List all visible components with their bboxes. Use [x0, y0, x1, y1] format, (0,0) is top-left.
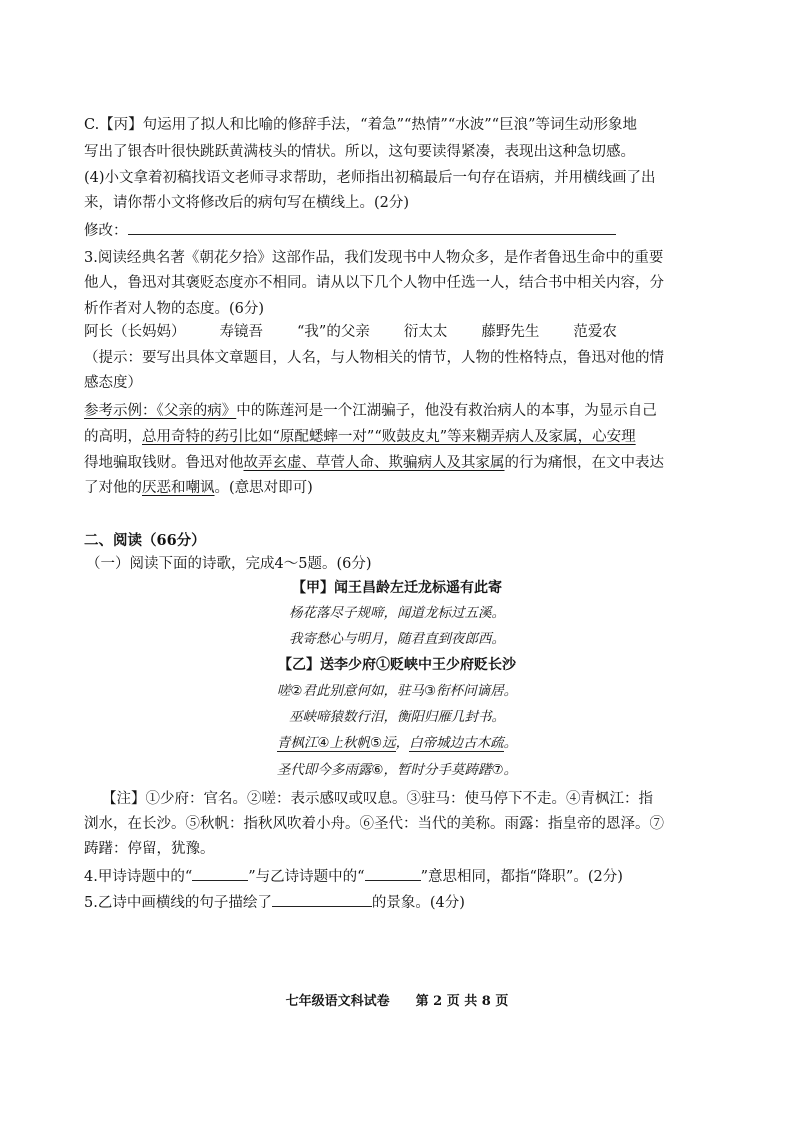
q5-text: 的景象。(4分) [371, 895, 465, 911]
example-text: 中的陈莲河是一个江湖骗子，他没有救治病人的本事，为显示自己 [236, 403, 657, 419]
notes-line1: 【注】①少府：官名。②嗟：表示感叹或叹息。③驻马：使马停下不走。④青枫江：指 [102, 791, 653, 807]
poem-2-line4: 圣代即今多雨露⑥，暂时分手莫踌躇⑦。 [276, 762, 518, 778]
question-4-poem [84, 866, 623, 886]
underlined-verse-1: 青枫江④上秋帆⑤远 [276, 735, 396, 751]
poem-1-line2: 我寄愁心与明月，随君直到夜郎西。 [289, 631, 505, 647]
poem-2-line2: 巫峡啼猿数行泪，衡阳归雁几封书。 [289, 709, 505, 725]
example-line2 [84, 428, 636, 446]
notes-line2: 浏水，在长沙。⑤秋帆：指秋风吹着小舟。⑥圣代：当代的美称。雨露：指皇帝的恩泽。⑦ [84, 816, 664, 832]
question-4-line2: 来，请你帮小文将修改后的病句写在横线上。(2分) [84, 195, 410, 211]
underlined-verse-2: 白帝城边古木疏 [409, 735, 504, 751]
example-label: 参考示例：《父亲的病》 [84, 403, 237, 419]
q5-answer-blank[interactable] [272, 892, 372, 907]
example-underlined: 厌恶和嘲讽 [142, 480, 215, 496]
example-line3 [84, 454, 664, 472]
example-text: 的高明， [84, 429, 142, 445]
question-3-line1: 3.阅读经典名著《朝花夕拾》这部作品，我们发现书中人物众多，是作者鲁迅生命中的重要 [84, 250, 664, 266]
character-options [84, 323, 617, 341]
question-3-line3: 析作者对人物的态度。(6分) [84, 301, 265, 317]
example-text: 。(意思对即可) [214, 480, 313, 496]
option-fujino: 藤野先生 [481, 324, 540, 340]
option-c-line1: C.【丙】句运用了拟人和比喻的修辞手法，“着急”“热情”“水波”“巨浪”等词生动形象地 [84, 117, 637, 133]
option-a-chang: 阿长（长妈妈） [84, 324, 186, 340]
q4-answer-blank-1[interactable] [192, 866, 248, 881]
revision-row [84, 220, 616, 240]
q4-answer-blank-2[interactable] [365, 866, 421, 881]
example-line1 [84, 402, 657, 420]
example-line4 [84, 479, 313, 497]
question-4-line1: (4)小文拿着初稿找语文老师寻求帮助，老师指出初稿最后一句存在语病，并用横线画了出 [84, 170, 656, 186]
revision-label: 修改： [84, 223, 128, 239]
q4-text: 4.甲诗诗题中的“ [84, 869, 193, 885]
hint-line2: 感态度） [84, 375, 142, 391]
punctuation: 。 [503, 735, 518, 751]
example-text: 得地骗取钱财。鲁迅对他 [84, 455, 244, 471]
section-2-title: 二、阅读（66分） [84, 532, 206, 549]
q5-text: 5.乙诗中画横线的句子描绘了 [84, 895, 272, 911]
option-shou-jingwu: 寿镜吾 [219, 324, 263, 340]
poem-2-title: 【乙】送李少府①贬峡中王少府贬长沙 [278, 657, 516, 673]
question-3-line2: 他人，鲁迅对其褒贬态度亦不相同。请从以下几个人物中任选一人，结合书中相关内容，分 [84, 275, 664, 291]
poem-1-line1: 杨花落尽子规啼，闻道龙标过五溪。 [289, 605, 505, 621]
footer-page-number: 第 2 页 共 8 页 [415, 994, 509, 1009]
page-footer [0, 990, 794, 1009]
punctuation: ， [395, 735, 410, 751]
example-text: 了对他的 [84, 480, 142, 496]
question-5 [84, 892, 465, 912]
option-fan-ainong: 范爱农 [573, 324, 617, 340]
example-text: 的行为痛恨，在文中表达 [504, 455, 664, 471]
example-underlined: 总用奇特的药引比如“原配蟋蟀一对”“败鼓皮丸”等来糊弄病人及家属，心安理 [142, 429, 636, 445]
option-father: “我”的父亲 [297, 324, 370, 340]
notes-line3: 踌躇：停留，犹豫。 [84, 841, 215, 857]
footer-exam-name: 七年级语文科试卷 [285, 994, 390, 1009]
poem-2-line3 [0, 734, 794, 752]
option-yan-taitai: 衍太太 [403, 324, 448, 340]
revision-answer-blank[interactable] [128, 220, 616, 235]
poem-2-line1: 嗟②君此别意何如，驻马③衔杯问谪居。 [276, 683, 518, 699]
section-2-subtitle: （一）阅读下面的诗歌，完成4～5题。(6分) [86, 556, 372, 572]
option-c-line2: 写出了银杏叶很快跳跃黄满枝头的情状。所以，这句要读得紧凑，表现出这种急切感。 [84, 144, 635, 160]
q4-text: ”与乙诗诗题中的“ [248, 869, 365, 885]
poem-1-title: 【甲】闻王昌龄左迁龙标遥有此寄 [292, 580, 502, 596]
example-underlined: 故弄玄虚、草菅人命、 [243, 455, 389, 471]
q4-text: ”意思相同，都指“降职”。(2分) [420, 869, 623, 885]
hint-line1: （提示：要写出具体文章题目，人名，与人物相关的情节，人物的性格特点，鲁迅对他的情 [84, 350, 664, 366]
example-underlined: 欺骗病人及其家属 [388, 455, 505, 471]
